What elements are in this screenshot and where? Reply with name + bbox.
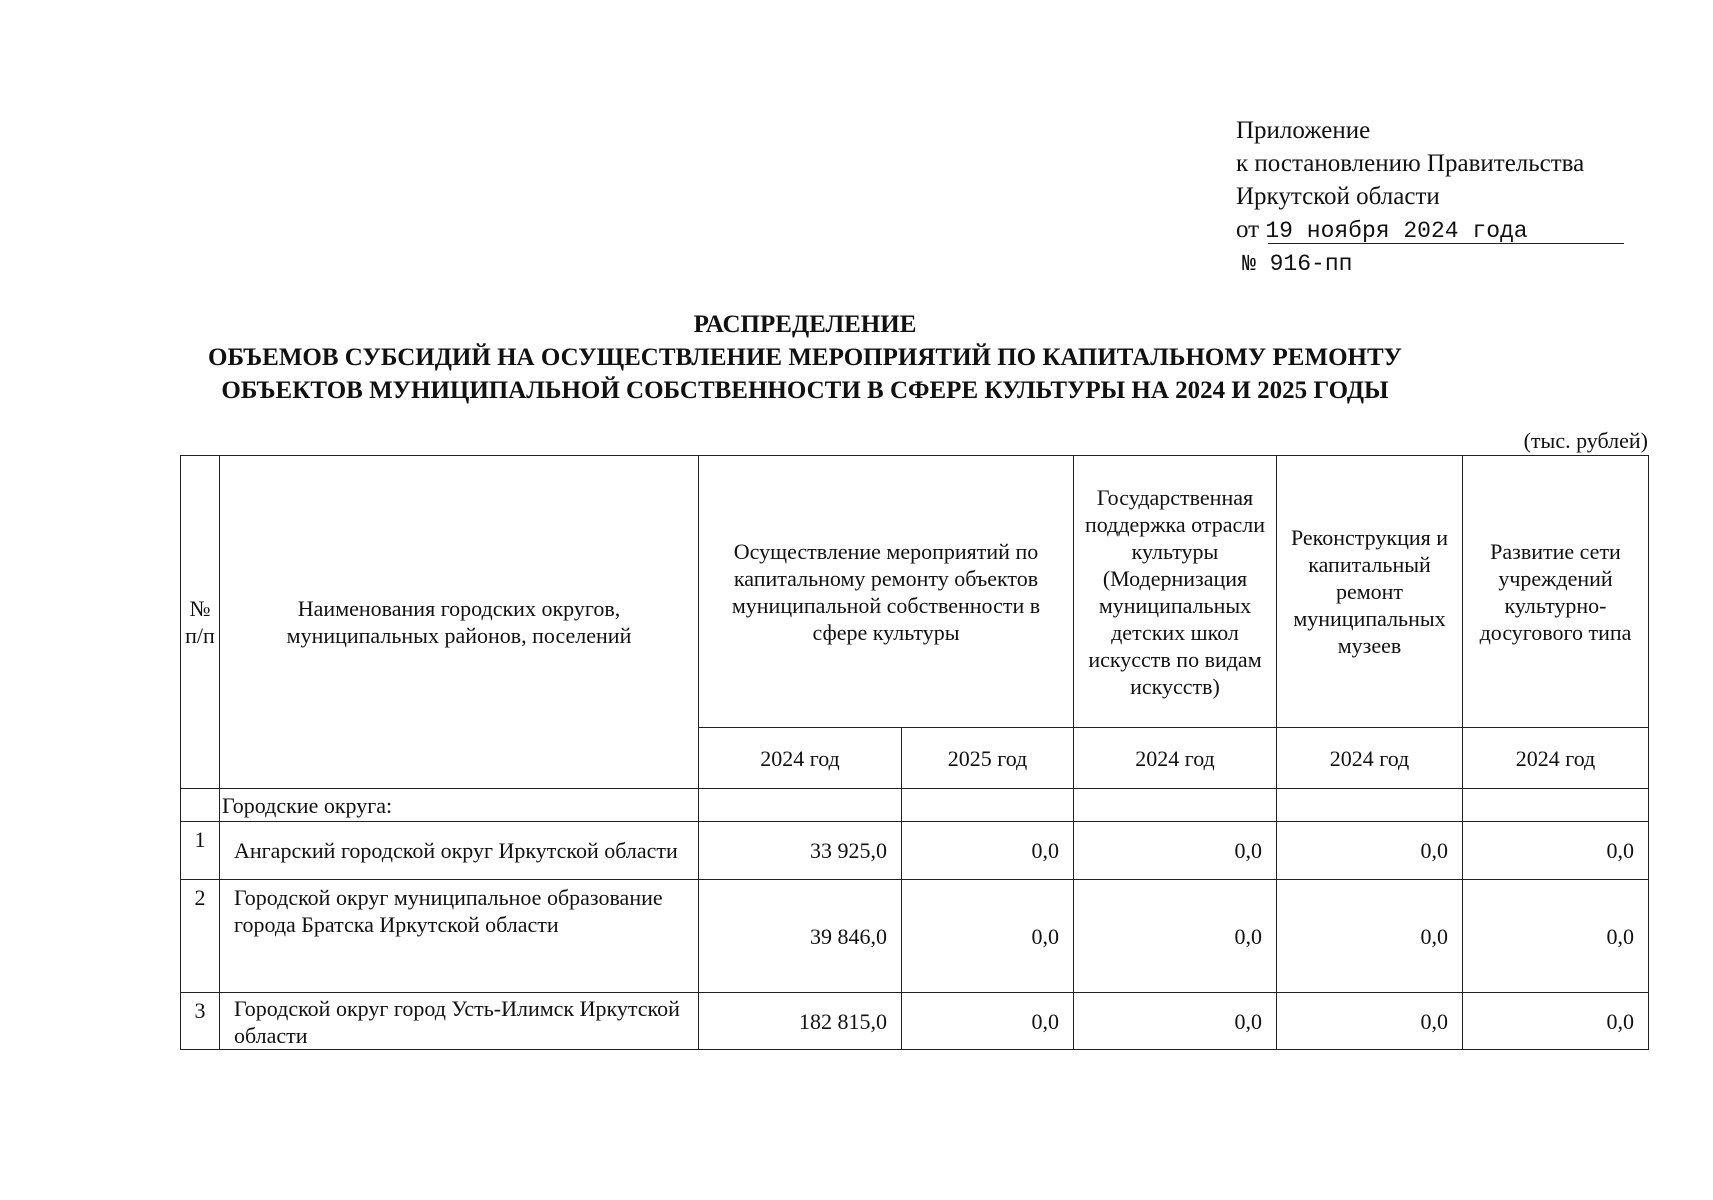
subsidy-table <box>180 455 1649 1050</box>
header-num: № п/п <box>181 456 220 789</box>
row-number: 1 <box>181 822 220 880</box>
row-number: 3 <box>181 993 220 1050</box>
row-value: 0,0 <box>902 880 1074 993</box>
row-name: Городской округ город Усть-Илимск Иркутской области <box>220 993 699 1050</box>
appendix-date-line <box>1236 213 1528 248</box>
section-num-cell <box>181 789 220 822</box>
year-header: 2024 год <box>1463 728 1649 789</box>
header-culture-network: Развитие сети учреждений культурно-досугового типа <box>1463 456 1649 728</box>
row-value: 0,0 <box>1463 993 1649 1050</box>
date-underline <box>1268 243 1624 244</box>
title-line-1: РАСПРЕДЕЛЕНИЕ <box>693 311 917 338</box>
row-value: 39 846,0 <box>699 880 902 993</box>
row-value: 0,0 <box>1074 993 1277 1050</box>
row-value: 0,0 <box>1277 993 1463 1050</box>
units-note: (тыс. рублей) <box>1523 428 1648 453</box>
table-row <box>181 822 1649 880</box>
document-title <box>180 308 1430 407</box>
row-value: 0,0 <box>1277 822 1463 880</box>
year-header: 2024 год <box>1277 728 1463 789</box>
row-value: 0,0 <box>902 993 1074 1050</box>
appendix-region: Иркутской области <box>1236 183 1440 210</box>
empty-cell <box>1463 789 1649 822</box>
table-row <box>181 993 1649 1050</box>
header-museums: Реконструкция и капитальный ремонт муниципальных музеев <box>1277 456 1463 728</box>
row-value: 0,0 <box>1463 822 1649 880</box>
decree-number: № 916-пп <box>1242 251 1353 277</box>
section-row <box>181 789 1649 822</box>
year-header: 2024 год <box>699 728 902 789</box>
empty-cell <box>699 789 902 822</box>
decree-date: 19 ноября 2024 года <box>1265 218 1528 244</box>
row-value: 0,0 <box>1463 880 1649 993</box>
empty-cell <box>1074 789 1277 822</box>
empty-cell <box>1277 789 1463 822</box>
row-value: 0,0 <box>1277 880 1463 993</box>
row-value: 33 925,0 <box>699 822 902 880</box>
header-state-support: Государственная поддержка отрасли культуры (Модернизация муниципальных детских школ искусств по видам искусств) <box>1074 456 1277 728</box>
year-header: 2025 год <box>902 728 1074 789</box>
appendix-block <box>1236 114 1584 281</box>
row-value: 0,0 <box>1074 880 1277 993</box>
empty-cell <box>902 789 1074 822</box>
title-line-3: ОБЪЕКТОВ МУНИЦИПАЛЬНОЙ СОБСТВЕННОСТИ В СФЕРЕ КУЛЬТУРЫ НА 2024 И 2025 ГОДЫ <box>221 377 1389 404</box>
row-value: 0,0 <box>902 822 1074 880</box>
date-prefix: от <box>1236 216 1260 243</box>
header-name: Наименования городских округов, муниципальных районов, поселений <box>220 456 699 789</box>
header-capital-repair: Осуществление мероприятий по капитальному ремонту объектов муниципальной собственности в сфере культуры <box>699 456 1074 728</box>
row-number: 2 <box>181 880 220 993</box>
year-header: 2024 год <box>1074 728 1277 789</box>
header-row <box>181 456 1649 728</box>
row-name: Городской округ муниципальное образование города Братска Иркутской области <box>220 880 699 993</box>
table-row <box>181 880 1649 993</box>
section-label: Городские округа: <box>220 789 699 822</box>
title-line-2: ОБЪЕМОВ СУБСИДИЙ НА ОСУЩЕСТВЛЕНИЕ МЕРОПРИЯТИЙ ПО КАПИТАЛЬНОМУ РЕМОНТУ <box>208 344 1402 371</box>
row-value: 0,0 <box>1074 822 1277 880</box>
appendix-title: Приложение <box>1236 117 1371 144</box>
appendix-reference: к постановлению Правительства <box>1236 150 1585 177</box>
row-name: Ангарский городской округ Иркутской области <box>220 822 699 880</box>
row-value: 182 815,0 <box>699 993 902 1050</box>
